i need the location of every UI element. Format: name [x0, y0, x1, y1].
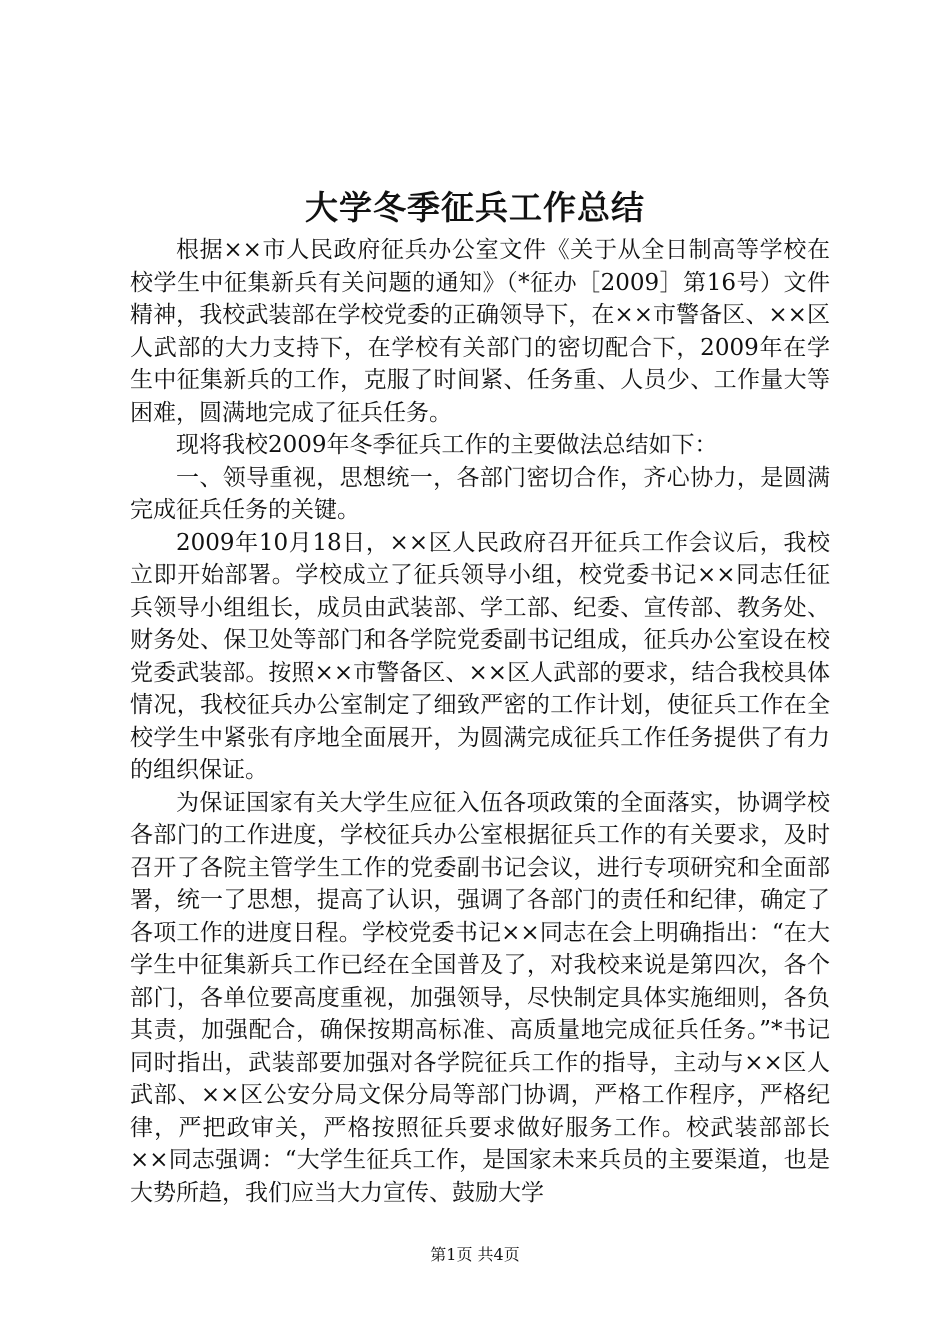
paragraph: 2009年10月18日，××区人民政府召开征兵工作会议后，我校立即开始部署。学校成立了征兵领导小组，校党委书记××同志任征兵领导小组组长，成员由武装部、学工部、纪委、宣传部、教务处、财务处、保卫处等部门和各学院党委副书记组成，征兵办公室设在校党委武装部。按照××市警备区、××区人武部的要求，结合我校具体情况，我校征兵办公室制定了细致严密的工作计划，使征兵工作在全校学生中紧张有序地全面展开，为圆满完成征兵工作任务提供了有力的组织保证。 — [130, 529, 830, 783]
paragraph: 为保证国家有关大学生应征入伍各项政策的全面落实，协调学校各部门的工作进度，学校征兵办公室根据征兵工作的有关要求，及时召开了各院主管学生工作的党委副书记会议，进行专项研究和全面部署，统一了思想，提高了认识，强调了各部门的责任和纪律，确定了各项工作的进度日程。学校党委书记××同志在会上明确指出：“在大学生中征集新兵工作已经在全国普及了，对我校来说是第四次，各个部门，各单位要高度重视，加强领导，尽快制定具体实施细则，各负其责，加强配合，确保按期高标准、高质量地完成征兵任务。”*书记同时指出，武装部要加强对各学院征兵工作的指导，主动与××区人武部、××区公安分局文保分局等部门协调，严格工作程序，严格纪律，严把政审关，严格按照征兵要求做好服务工作。校武装部部长××同志强调：“大学生征兵工作，是国家未来兵员的主要渠道，也是大势所趋，我们应当大力宣传、鼓励大学 — [130, 789, 830, 1206]
page-footer: 第1页 共4页 — [430, 1245, 520, 1264]
paragraph: 一、领导重视，思想统一，各部门密切合作，齐心协力，是圆满完成征兵任务的关键。 — [130, 464, 830, 523]
document-body — [130, 234, 830, 1209]
paragraph: 现将我校2009年冬季征兵工作的主要做法总结如下： — [176, 432, 718, 458]
document-title: 大学冬季征兵工作总结 — [305, 188, 645, 227]
paragraph: 根据××市人民政府征兵办公室文件《关于从全日制高等学校在校学生中征集新兵有关问题的通知》（*征办［2009］第16号）文件精神，我校武装部在学校党委的正确领导下，在××市警备区、××区人武部的大力支持下，在学校有关部门的密切配合下，2009年在学生中征集新兵的工作，克服了时间紧、任务重、人员少、工作量大等困难，圆满地完成了征兵任务。 — [130, 237, 830, 426]
